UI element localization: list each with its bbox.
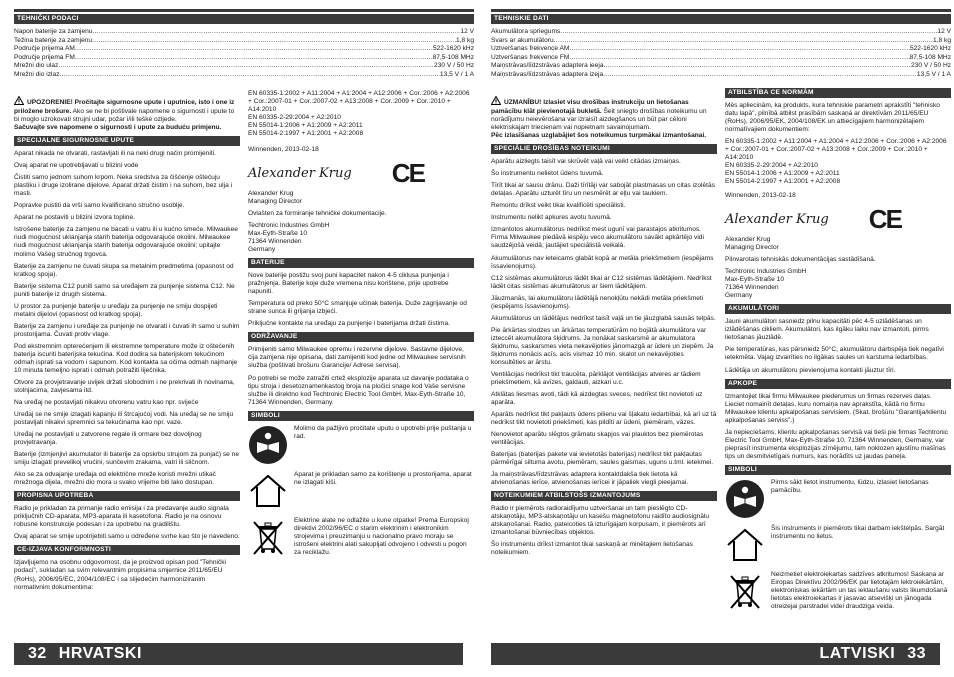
tech-value: 522-1620 kHz [432, 45, 474, 53]
paragraph: Pie temperatūras, kas pārsniedz 50°C, akumulātoru darbspēja tiek negatīvi ietekmēta. Vajag izvairīties no ilgākas saules un karstuma iedarbības. [725, 346, 944, 362]
language-label: HRVATSKI [58, 645, 142, 662]
dot-leader [603, 71, 917, 80]
tech-row [14, 37, 474, 46]
paragraph: Atklātas liesmas avoti, tādi kā aizdegtas sveces, nedrīkst tikt novietoti uz aparāta. [491, 390, 703, 406]
top-rule [14, 9, 474, 12]
paragraph: Radio ir piemērots radioraidījumu uztveršanai un tam pieslēgto CD-atskaņotāju, MP3-atskaņotāju un kasešu magnetofonu raidīto audiosignālu atskaņošanai. Radio, pateicoties tā izturīgajam korpusam, ir piemērots arī izmantošanai būvniecības objektos. [491, 505, 710, 537]
tech-value: 12 V [460, 28, 474, 36]
safety-list [491, 158, 717, 487]
tech-label: Maiņstrāvas/līdzstrāvas adaptera izeja [491, 71, 604, 78]
symbol-row [248, 471, 474, 511]
paragraph: Ovaj aparat ne upotrebljavati u blizini vode [14, 162, 139, 170]
symbol-row [725, 525, 951, 565]
paragraph: Ako se za odvajanje uređaja od električne mreže koristi mrežni utikač mrežnoga dijela, mrežni dio mora u svako vrijeme biti lako dostupan. [14, 471, 216, 487]
warning-notice: UPOZORENIE! Pročitajte sigurnosne upute i uputnice, isto i one iz priložene brošure. Ako se ne bi poštivale napomene o sigurnosti i upute to bi moglo uzrokovati strujni udar, požar i/ili teške ozljede. Sačuvajte sve napomene o sigurnosti i upute za buduću primjenu. [14, 88, 240, 132]
authorized-text: Ovlašten za formiranje tehničke dokumentacije. [248, 210, 387, 217]
read-manual-icon [725, 479, 765, 519]
ce-mark-icon: C E [391, 158, 424, 189]
signature-image: Alexander Krug [725, 212, 829, 228]
tech-value: 1,8 kg [456, 36, 474, 44]
tech-row [491, 54, 951, 63]
tech-row [14, 54, 474, 63]
norms-list: EN 60335-1:2002 + A11:2004 + A1:2004 + A12:2006 + Cor.:2006 + A2:2006 + Cor.:2007-01 + Cor.:2007-02 + A13:2008 + Cor.:2009 + Cor.:2010 + A14:2010 EN 60335-2-29:2004 + A2:2010 EN 55014-1:2006 + A1:2009 + A2:2011 EN 55014-2:1997 + A1:2001 + A2:2008 [725, 138, 947, 186]
symbol-text: Molimo da pažljivo pročitate uputu o upotrebi prije puštanja u rad. [294, 424, 472, 440]
tech-value: 12 V [937, 28, 951, 36]
paragraph: Uređaj ne postavljati u zatvorene regale ili ormare bez dovoljnog provjetravanja. [14, 431, 202, 447]
section-header: AKUMULĀTORI [725, 304, 951, 314]
tech-value: 1,8 kg [933, 36, 951, 44]
paragraph: Šo instrumentu nelietot ūdens tuvumā. [491, 170, 604, 178]
page-number: 32 [28, 645, 47, 662]
paragraph: Ja maiņstrāvas/līdzstrāvas adaptera kontaktdakša tiek lietota kā atvienošanas ierīce, atvienošanas ierīcei ir jāpaliek viegli pieejamai. [491, 471, 689, 487]
page-footer [491, 643, 940, 665]
paragraph: Pie ārkārtas slodzes un ārkārtas temperatūrām no bojātā akumulātora var izteccēt akumulātora šķidrums. Ja nonākat saskarsmē ar akumulatora šķidrumu, saskarsmes vieta nekavējoties jānomazgā ar ūdeni un ziepēm. Ja šķidrums nonācis acīs, acis vismaz 10 min. skalot un nekavējoties konsultēties ar ārstu. [491, 326, 714, 366]
section-header: TEHNIČKI PODACI [14, 14, 474, 24]
crossed-bin-icon [725, 571, 765, 611]
paragraph: Akumulātorus un lādētājus nedrīkst taisīt vaļā un tie jāuzglabā sausās telpās. [491, 314, 716, 322]
paragraph: Baterije za zamjenu i uređaje za punjenje ne otvarati i čuvati ih samo u suhim prostorijama. Čuvati protiv vlage. [14, 322, 240, 338]
tech-label: Područje prijema FM [14, 53, 75, 61]
tech-data-table [14, 28, 474, 80]
tech-row [14, 45, 474, 54]
section-header: SPECIJALNE SIGURNOSNE UPUTE [14, 136, 240, 146]
tech-row [491, 28, 951, 37]
paragraph: Tīrīt tikai ar sausu drānu. Daži tīrītāji var sabojāt plastmasas un citas izolētās detaļas. Aparātu uzturēt tīru un nesmērēt ar eļļu vai taukiem. [491, 182, 715, 198]
paragraph: Ovaj aparat se smije upotrijebiti samo u određene svrhe kao što je navedeno. [14, 533, 240, 541]
page-footer [14, 643, 463, 665]
paragraph: Aparat nikada ne otvarati, rastavljati ili na neki drugi način promijeniti. [14, 150, 216, 158]
house-icon [248, 471, 288, 511]
paragraph: C12 sistēmas akumulātorus lādēt tikai ar C12 sistēmas lādētājiem. Nedrīkst lādēt citas sistēmas akumulātorus ar šiem lādētājiem. [491, 274, 712, 290]
tech-value: 522-1620 kHz [909, 45, 951, 53]
paragraph: Čistiti samo jednom suhom krpom. Neka sredstva za čišćenje oštećuju plastiku i druge izolirane dijelove. Aparat držati čistim i na suhom, bez ulja i masti. [14, 174, 233, 198]
crossed-bin-icon [248, 517, 288, 557]
paragraph: Baterijas (baterijas pakete vai ievietotās baterijas) nedrīkst tikt pakļautas pārmērīgai siltuma avotu, piemēram, saules gaismas, uguns u.tml. ietekmei. [491, 451, 714, 467]
paragraph: Po potrebi se može zatražiti crtež eksplozije aparata uz davanje podataka o tipu stroja i desetoznamenkastog broja na pločici snage kod Vaše servisne službe ili direktno kod Techtronic Electric Tool GmbH, Max-Eyth-Straße 10, 71364 Winnenden, Germany. [248, 374, 469, 406]
tech-label: Svars ar akumulātoru [491, 36, 554, 44]
dot-leader [59, 71, 439, 80]
dot-leader [58, 62, 434, 71]
paragraph: U prostor za punjenje baterije u uređaju za punjenje ne smiju dospijeti metalni dijelovi (opasnost od kratkog spoja). [14, 302, 218, 318]
signatory: Alexander Krug Managing Director [725, 236, 779, 252]
column-a [491, 88, 717, 561]
tech-data-table [491, 28, 951, 80]
section-header: APKOPE [725, 379, 951, 389]
paragraph: Jāuzmanās, lai akumulātoru lādētājā nenokļūtu nekādi metāla priekšmeti (iespējams īssavienojums). [491, 294, 704, 310]
read-manual-icon [248, 425, 288, 465]
authorized-text: Pilnvarotais tehniskās dokumentācijas sastādīšanā. [725, 256, 876, 264]
symbols-list [725, 479, 951, 611]
dot-leader [604, 62, 912, 71]
safety-list [14, 150, 240, 487]
use-list [491, 505, 717, 557]
norms-list: EN 60335-1:2002 + A11:2004 + A1:2004 + A12:2006 + Cor.:2006 + A2:2006 + Cor.:2007-01 + Cor.:2007-02 + A13:2008 + Cor.:2009 + Cor.:2010 + A14:2010 EN 60335-2-29:2004 + A2:2010 EN 55014-1:2006 + A1:2009 + A2:2011 EN 55014-2:1997 + A1:2001 + A2:2008 [248, 90, 470, 138]
tech-label: Uztveršanas frekvence FM [491, 53, 570, 61]
battery-list [248, 272, 474, 328]
paragraph: Instrumentu nelikt apkures avotu tuvumā. [491, 214, 612, 222]
tech-value: 230 V / 50 Hz [434, 62, 474, 70]
tech-label: Maiņstrāvas/līdzstrāvas adaptera ieeja [491, 62, 604, 70]
paragraph: Ventilācijas nedrīkst tikt traucēta, pārklājot ventilācijas atveres ar tādiem priekšmetiem, kā avīzes, galdauti, aizkari u.c. [491, 370, 701, 386]
page-number: 33 [907, 645, 926, 662]
tech-label: Uztveršanas frekvence AM [491, 45, 570, 53]
symbol-text: Pirms sākt lietot instrumentu, lūdzu, izlasiet lietošanas pamācību. [771, 478, 929, 494]
tech-row [491, 62, 951, 71]
paragraph: Priključne kontakte na uređaju za punjenje i baterijama držati čistima. [248, 320, 450, 328]
section-header: BATERIJE [248, 258, 474, 268]
tech-value: 13,5 V / 1 A [439, 71, 474, 78]
paragraph: Jauni akumulātori sasniedz pilnu kapacitāti pēc 4-5 uzlādēšanas un izlādēšanas cikliem. Akumulātori, kas ilgāku laiku nav izmantoti, pirms lietošanas jāuzlādē. [725, 318, 929, 342]
paragraph: Izmantotos akumulātorus nedrīkst mest ugunī vai parastajos atkritumos. Firma Milwaukee piedāvā iespēju veco akumulātoru savākt apkārtējo vidi saudzējošā veidā; jautājiet speciālistā veikalā. [491, 226, 704, 250]
paragraph: Ja nepieciešams, klientu apkalpošanas servisā vai tieši pie firmas Techtronic Electric Tool GmbH, Max-Eyth-Straße 10, 71364 Winnenden, Germany, var pieprasīt instrumenta eksplozijas zīmējumu, tam noklozen ajustīnu mašīnas tips un desmitvietīgais numurs, kas norādīts uz jaudas paneļa. [725, 428, 949, 460]
use-list [14, 505, 240, 541]
tech-value: 230 V / 50 Hz [911, 62, 951, 70]
paragraph: Temperatura od preko 50°C smanjuje učinak baterija. Duže zagrijavanje od strane sunca ili grijanja izbjeći. [248, 300, 467, 316]
paragraph: Aparāts nedrīkst tikt pakļauts ūdens pilienu vai šļakatu iedarbībai, kā arī uz tā nedrīkst tikt novietoti priekšmeti, kas pildīti ar ūdeni, piemēram, vāzes. [491, 411, 717, 427]
signature-row [725, 204, 951, 236]
tech-data-section [491, 14, 951, 80]
paragraph: Popravke pustiti da vrši samo kvalificirano stručno osoblje. [14, 202, 185, 210]
warning-triangle-icon [14, 96, 24, 108]
symbol-text: Elektrine alate ne odlažite u kune otpatke! Prema Europskoj direktivi 2002/96/EC o starim elektrinim i elektronikim strojevima i preuzimanju u nacionalno pravo moraju se istrošeni elektrini alati sakupljati odvojeno i odvesti u pogon za reciklažu. [294, 516, 469, 556]
symbol-text: Aparat je prikladan samo za korištenje u prostorijama, aparat ne izlagati kiši. [294, 470, 472, 486]
symbol-row [725, 479, 951, 519]
dot-leader [92, 28, 460, 37]
tech-value: 13,5 V / 1 A [916, 71, 951, 78]
ce-text: Mēs apliecinām, ka produkts, kura tehniskie parametri aprakstīti "tehnisko datu lapā", pilnībā atbilst prasībām saskaņā ar direktīvām 2011/65/EU (RoHs), 2006/95/EK, 2004/108/EK un attiecīgajiem harmonizētajiem normatīvajiem dokumentiem: [725, 102, 940, 134]
dot-leader [75, 45, 433, 54]
section-header: TEHNISKIE DATI [491, 14, 951, 24]
dot-leader [569, 45, 910, 54]
symbols-list [248, 425, 474, 557]
dot-leader [560, 28, 937, 37]
tech-label: Akumulātora spriegums [491, 28, 561, 36]
section-header: SIMBOLI [248, 411, 474, 421]
symbol-text: Neizmetiet elektroiekartas sadzīves atkritumos! Saskaņa ar Eiropas Direktīvu 2002/96/EK par lietotajām lektroiekārtām, elektroniskas iekārtām un tas ieklaušanu valsts likumdošanā lietotas elektroiekartas ir jasavac atsevišķi un jānogada otreizejai parstradei videi draudziga veida. [771, 570, 948, 610]
paragraph: Baterije sistema C12 puniti samo sa uređajem za punjenje sistema C12. Ne puniti baterije iz drugih sistema. [14, 282, 235, 298]
symbol-row [725, 571, 951, 611]
column-a [14, 88, 240, 596]
paragraph: Šo instrumentu drīkst izmantot tikai saskaņā ar minētajiem lietošanas noteikumiem. [491, 541, 693, 557]
paragraph: Baterije (izmjenjivi akumulator ili baterije za opskrbu strujom za punjač) se ne smiju izlagati prevelikoj vrućini, sunčevim zrakama, vatri ili sličnom. [14, 451, 240, 467]
warning-notice: UZMANĪBU! Izlasiet visu drošības instrukciju un lietošanas pamācību klāt pievienotajā bukletā. Šeit sniegto drošības noteikumu un norādījumu neievērošana var izraisīt aizdegšanos un būt par cēloni elektriskajam triecienam vai nopietnam savainojumam. Pēc izlasīšanas uzglabājiet šos noteikumus turpmākai izmantošanai. [491, 88, 717, 140]
symbol-row [248, 517, 474, 557]
language-label: LATVISKI [819, 645, 896, 662]
warning-triangle-icon [491, 96, 501, 108]
tech-row [491, 71, 951, 80]
section-header: ATBILSTĪBA CE NORMĀM [725, 88, 951, 98]
paragraph: Radio je prikladan za primanje radio emisija i za predavanje audio signala priključnih CD-aparata, MP3-aparata ili kasetofona. Radio je na osnovu robusne konstrukcije podesan i za upotrebu na gradilištu. [14, 505, 229, 529]
tech-row [14, 62, 474, 71]
dot-leader [92, 37, 456, 46]
symbol-row [248, 425, 474, 465]
paragraph: Pod ekstremnim opterećenjem ili ekstremne temperature može iz oštećenih baterija iscuriti baterijska tekućina. Kod dodira sa baterijskom tekućinom odmah isprati sa vodom i sapunom. Kod kontakta sa očima odmah najmanje 10 minuta temeljno isprati i odmah potražiti liječnika. [14, 342, 238, 374]
paragraph: Nenovietot aparātu slēgtos grāmatu skapjos vai plauktos bez piemērotas ventilācijas. [491, 431, 704, 447]
house-icon [725, 525, 765, 565]
ce-text: Izjavljujemo na osobnu odgovornost, da je proizvod opisan pod "Tehnički podaci", sukladan sa svim relevantnim propisima smjernice 2011/65/EU (RoHs), 2006/95/EC, 2004/108/EC i sa slijedećim harmoniziranim normativnim dokumentima: [14, 559, 227, 591]
ce-mark-icon: C E [868, 204, 901, 235]
tech-label: Napon baterije za zamjenu [14, 28, 93, 36]
tech-label: Područje prijema AM [14, 45, 75, 53]
paragraph: Aparātu aizliegts taisīt vai skrūvēt vaļā vai veikt citādas izmaiņas. [491, 158, 681, 166]
maintenance-list [725, 393, 951, 461]
signatory: Alexander Krug Managing Director [248, 189, 302, 205]
paragraph: Primijeniti samo Milwaukee opremu i rezervne dijelove. Sastavne dijelove, čija zamjena nije opisana, dati zamijeniti kod jedne od Milwaukee servisnih služba (poštivati brošuru Garancije/ Adrese servisa). [248, 346, 466, 370]
section-header: NOTEIKUMIEM ATBILSTOŠS IZMANTOJUMS [491, 491, 717, 501]
company-address: Techtronic Industries GmbH Max-Eyth-Straße 10 71364 Winnenden Germany [248, 222, 330, 254]
tech-label: Težina baterije za zamjenu [14, 36, 93, 44]
column-b [248, 90, 474, 563]
maintenance-list [248, 346, 474, 406]
section-header: SPECIĀLIE DROŠĪBAS NOTEIKUMI [491, 144, 717, 154]
tech-row [491, 45, 951, 54]
place-date: Winnenden, 2013-02-18 [248, 146, 319, 154]
tech-value: 87,5-108 MHz [909, 53, 951, 61]
symbol-text: Šis instruments ir piemērots tikai darbam iekštelpās. Sargāt instrumentu no lietus. [771, 524, 945, 540]
paragraph: Remontu drīkst veikt tikai kvalificēti speciālisti. [491, 202, 626, 210]
place-date: Winnenden, 2013-02-18 [725, 192, 796, 200]
section-header: SIMBOLI [725, 465, 951, 475]
company-address: Techtronic Industries GmbH Max-Eyth-Straße 10 71364 Winnenden Germany [725, 268, 807, 300]
dot-leader [569, 54, 909, 63]
paragraph: Baterije za zamjenu ne čuvati skupa sa metalnim predmetima (opasnost od kratkog spoja). [14, 262, 234, 278]
column-b [725, 88, 951, 617]
tech-label: Mrežni dio ulaz [14, 62, 59, 70]
tech-row [14, 28, 474, 37]
dot-leader [75, 54, 433, 63]
battery-list [725, 318, 951, 374]
tech-row [491, 37, 951, 46]
paragraph: Nove baterije postižu svoj puni kapacitet nakon 4-5 ciklusa punjenja i pražnjenja. Baterije koje duže vremena nisu korištene, prije upotrebe napuniti. [248, 272, 449, 296]
top-rule [491, 9, 951, 12]
signature-row [248, 158, 474, 190]
signature-image: Alexander Krug [248, 166, 352, 182]
section-header: ODRŽAVANJE [248, 332, 474, 342]
paragraph: Lādētāja un akumulātoru pievienojuma kontakti jāuztur tīri. [725, 366, 896, 374]
section-header: PROPISNA UPOTREBA [14, 491, 240, 501]
paragraph: Istrošene baterije za zamjenu ne bacati u vatru ili u kućno smeće. Milwaukee nudi mogućnost uklanjanja starih baterija odgovarajuće okolini. Milwaukee nudi mogućnost uklanjanja starih baterija odgovarajuće okolini; upitajte molimo Vašeg stručnog trgovca. [14, 226, 238, 258]
tech-label: Mrežni dio izlaz [14, 71, 60, 78]
paragraph: Akumulātorus nav ieteicams glabāt kopā ar metāla priekšmetiem (iespējams īssavienojums). [491, 254, 714, 270]
tech-value: 87,5-108 MHz [432, 53, 474, 61]
tech-data-section [14, 14, 474, 80]
page-right [477, 0, 954, 677]
paragraph: Na uređaj ne postavljati nikakvu otvorenu vatru kao npr. svijeće [14, 398, 199, 406]
dot-leader [554, 37, 933, 46]
paragraph: Uređaj se ne smije izlagati kapanju ili štrcajućoj vodi. Na uređaj se ne smiju postavljati nikakvi spremnici sa tekućinama kao npr. vaze. [14, 411, 234, 427]
paragraph: Aparat ne postaviti u blizini izvora topline. [14, 214, 135, 222]
paragraph: Otvore za provjetravanje uvijek držati slobodnim i ne prekrivati ih novinama, stolnjacima, zavjesama itd. [14, 378, 235, 394]
section-header: CE-IZJAVA KONFORMNOSTI [14, 545, 240, 555]
paragraph: Izmantojiet tikai firmu Milwaukee piederumus un firmas rezerves daļas. Lieciet nomainīt detaļas, kuru nomaiņa nav aprakstīta, kādā no firmu Milwaukee klientu apkalpošanas servisiem. (Skat. brošūru "Garantija/klientu apkalpošanas serviss".) [725, 392, 947, 424]
tech-row [14, 71, 474, 80]
